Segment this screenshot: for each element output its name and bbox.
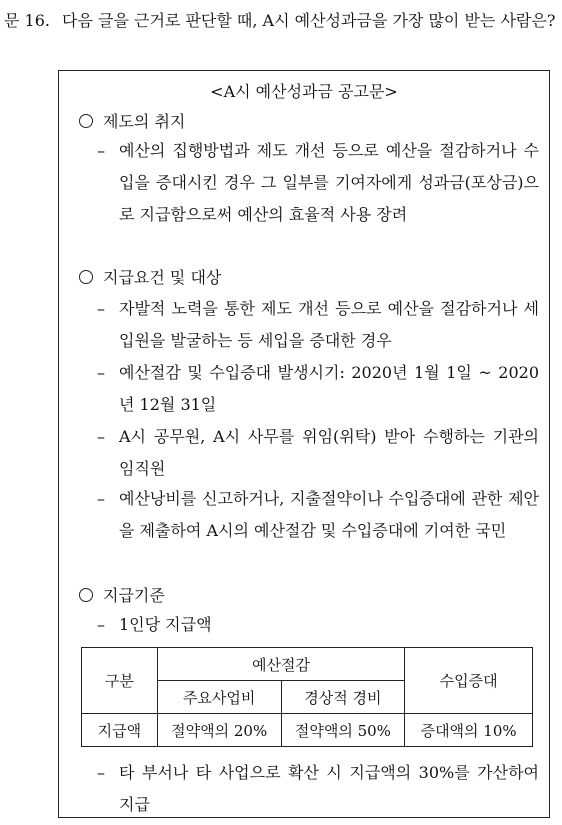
table-row (82, 648, 533, 681)
list-item-text: A시 공무원, A시 사무를 위임(위탁) 받아 수행하는 기관의 임직원 (119, 427, 539, 478)
table-header-major-project: 주요사업비 (157, 681, 281, 714)
section-criteria-heading (79, 583, 165, 606)
payment-table (81, 647, 533, 747)
list-item (97, 357, 537, 421)
circle-bullet-icon (79, 270, 93, 284)
dash-bullet-icon: – (97, 427, 105, 446)
list-item-text: 예산절감 및 수입증대 발생시기: 2020년 1월 1일 ~ 2020년 12월 31일 (119, 363, 539, 414)
dash-bullet-icon: – (97, 489, 105, 508)
list-item (97, 483, 537, 579)
list-item (97, 293, 537, 357)
list-item (97, 609, 537, 641)
table-cell-operating-cost: 절약액의 50% (281, 714, 405, 747)
list-item-text: 1인당 지급액 (119, 615, 212, 634)
table-cell-revenue-increase: 증대액의 10% (405, 714, 533, 747)
circle-bullet-icon (79, 588, 93, 602)
dash-bullet-icon: – (97, 763, 105, 782)
table-header-category: 구분 (82, 648, 158, 714)
notice-title: <A시 예산성과금 공고문> (210, 82, 398, 101)
section-heading: 제도의 취지 (103, 112, 186, 131)
list-item-text: 예산의 집행방법과 제도 개선 등으로 예산을 절감하거나 수입을 증대시킨 경우 그 일부를 기여자에게 성과금(포상금)으로 지급함으로써 예산의 효율적 사용 장려 (119, 141, 539, 224)
notice-box (58, 70, 550, 818)
section-heading: 지급기준 (103, 586, 165, 605)
footnote-item (97, 757, 537, 821)
table-row-label: 지급액 (82, 714, 158, 747)
list-item-text: 예산낭비를 신고하거나, 지출절약이나 수입증대에 관한 제안을 제출하여 A시의 예산절감 및 수입증대에 기여한 국민 (119, 489, 539, 540)
table-cell-major-project: 절약액의 20% (157, 714, 281, 747)
table-header-operating-cost: 경상적 경비 (281, 681, 405, 714)
section-eligibility-heading (79, 265, 221, 288)
section-purpose-heading (79, 109, 185, 132)
list-item (97, 135, 537, 263)
dash-bullet-icon: – (97, 299, 105, 318)
section-heading: 지급요건 및 대상 (103, 268, 222, 287)
table-header-revenue-increase: 수입증대 (405, 648, 533, 714)
list-item-text: 자발적 노력을 통한 제도 개선 등으로 예산을 절감하거나 세입원을 발굴하는 등 세입을 증대한 경우 (119, 299, 539, 350)
table-row (82, 714, 533, 747)
footnote-text: 타 부서나 타 사업으로 확산 시 지급액의 30%를 가산하여 지급 (119, 763, 539, 814)
dash-bullet-icon: – (97, 363, 105, 382)
list-item (97, 421, 537, 485)
dash-bullet-icon: – (97, 615, 105, 634)
table-header-budget-saving: 예산절감 (157, 648, 404, 681)
dash-bullet-icon: – (97, 141, 105, 160)
question-number: 문 16. (4, 11, 50, 30)
circle-bullet-icon (79, 114, 93, 128)
question-text: 다음 글을 근거로 판단할 때, A시 예산성과금을 가장 많이 받는 사람은? (62, 11, 556, 30)
